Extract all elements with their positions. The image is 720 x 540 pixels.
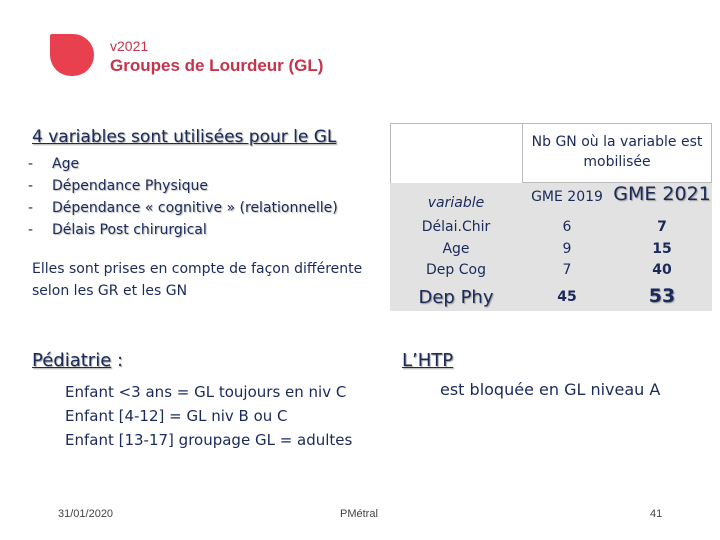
note-text: Elles sont prises en compte de façon différente selon les GR et les GN [32, 261, 363, 299]
pediatrie-title-text: Pédiatrie [32, 350, 112, 371]
table-cell: 45 [557, 289, 577, 305]
htp-text: est bloquée en GL niveau A [440, 380, 661, 399]
pediatrie-line: Enfant [4-12] = GL niv B ou C [65, 407, 288, 425]
table-cell: 7 [562, 262, 572, 278]
list-item: - Age [28, 156, 80, 172]
pediatrie-lines [65, 380, 352, 452]
list-item: - Délais Post chirurgical [28, 222, 207, 238]
col-header-variable: variable [427, 195, 485, 211]
footer-date: 31/01/2020 [58, 508, 114, 520]
table-cell: Délai.Chir [421, 219, 491, 235]
table-cell: Age [442, 241, 470, 257]
table-cell: 7 [657, 219, 667, 235]
version-label: v2021 [110, 38, 149, 54]
pediatrie-line: Enfant [13-17] groupage GL = adultes [65, 431, 353, 449]
section-title: 4 variables sont utilisées pour le GL [32, 127, 337, 147]
list-item: - Dépendance « cognitive » (relationnelle) [28, 200, 338, 216]
logo [50, 34, 94, 76]
table-cell: 9 [562, 241, 572, 257]
table-header: Nb GN où la variable est mobilisée [522, 123, 712, 183]
col-header-2021: GME 2021 [613, 183, 711, 205]
variables-table [390, 123, 712, 311]
pediatrie-colon: : [111, 350, 124, 371]
variables-list [28, 153, 338, 241]
table-cell: 6 [562, 219, 572, 235]
table-body [390, 183, 712, 311]
footer-author: PMétral [340, 508, 378, 520]
pediatrie-line: Enfant <3 ans = GL toujours en niv C [65, 383, 347, 401]
table-cell: 53 [648, 285, 676, 307]
table-cell: 15 [652, 241, 672, 257]
list-item: - Dépendance Physique [28, 178, 209, 194]
htp-title: L’HTP [402, 350, 454, 371]
footer-page-number: 41 [650, 508, 663, 520]
table-cell: Dep Phy [418, 287, 494, 308]
col-header-2019: GME 2019 [531, 189, 603, 205]
table-cell: Dep Cog [426, 262, 486, 278]
page-title: Groupes de Lourdeur (GL) [110, 56, 324, 75]
table-cell: 40 [652, 262, 672, 278]
pediatrie-title [32, 350, 123, 371]
